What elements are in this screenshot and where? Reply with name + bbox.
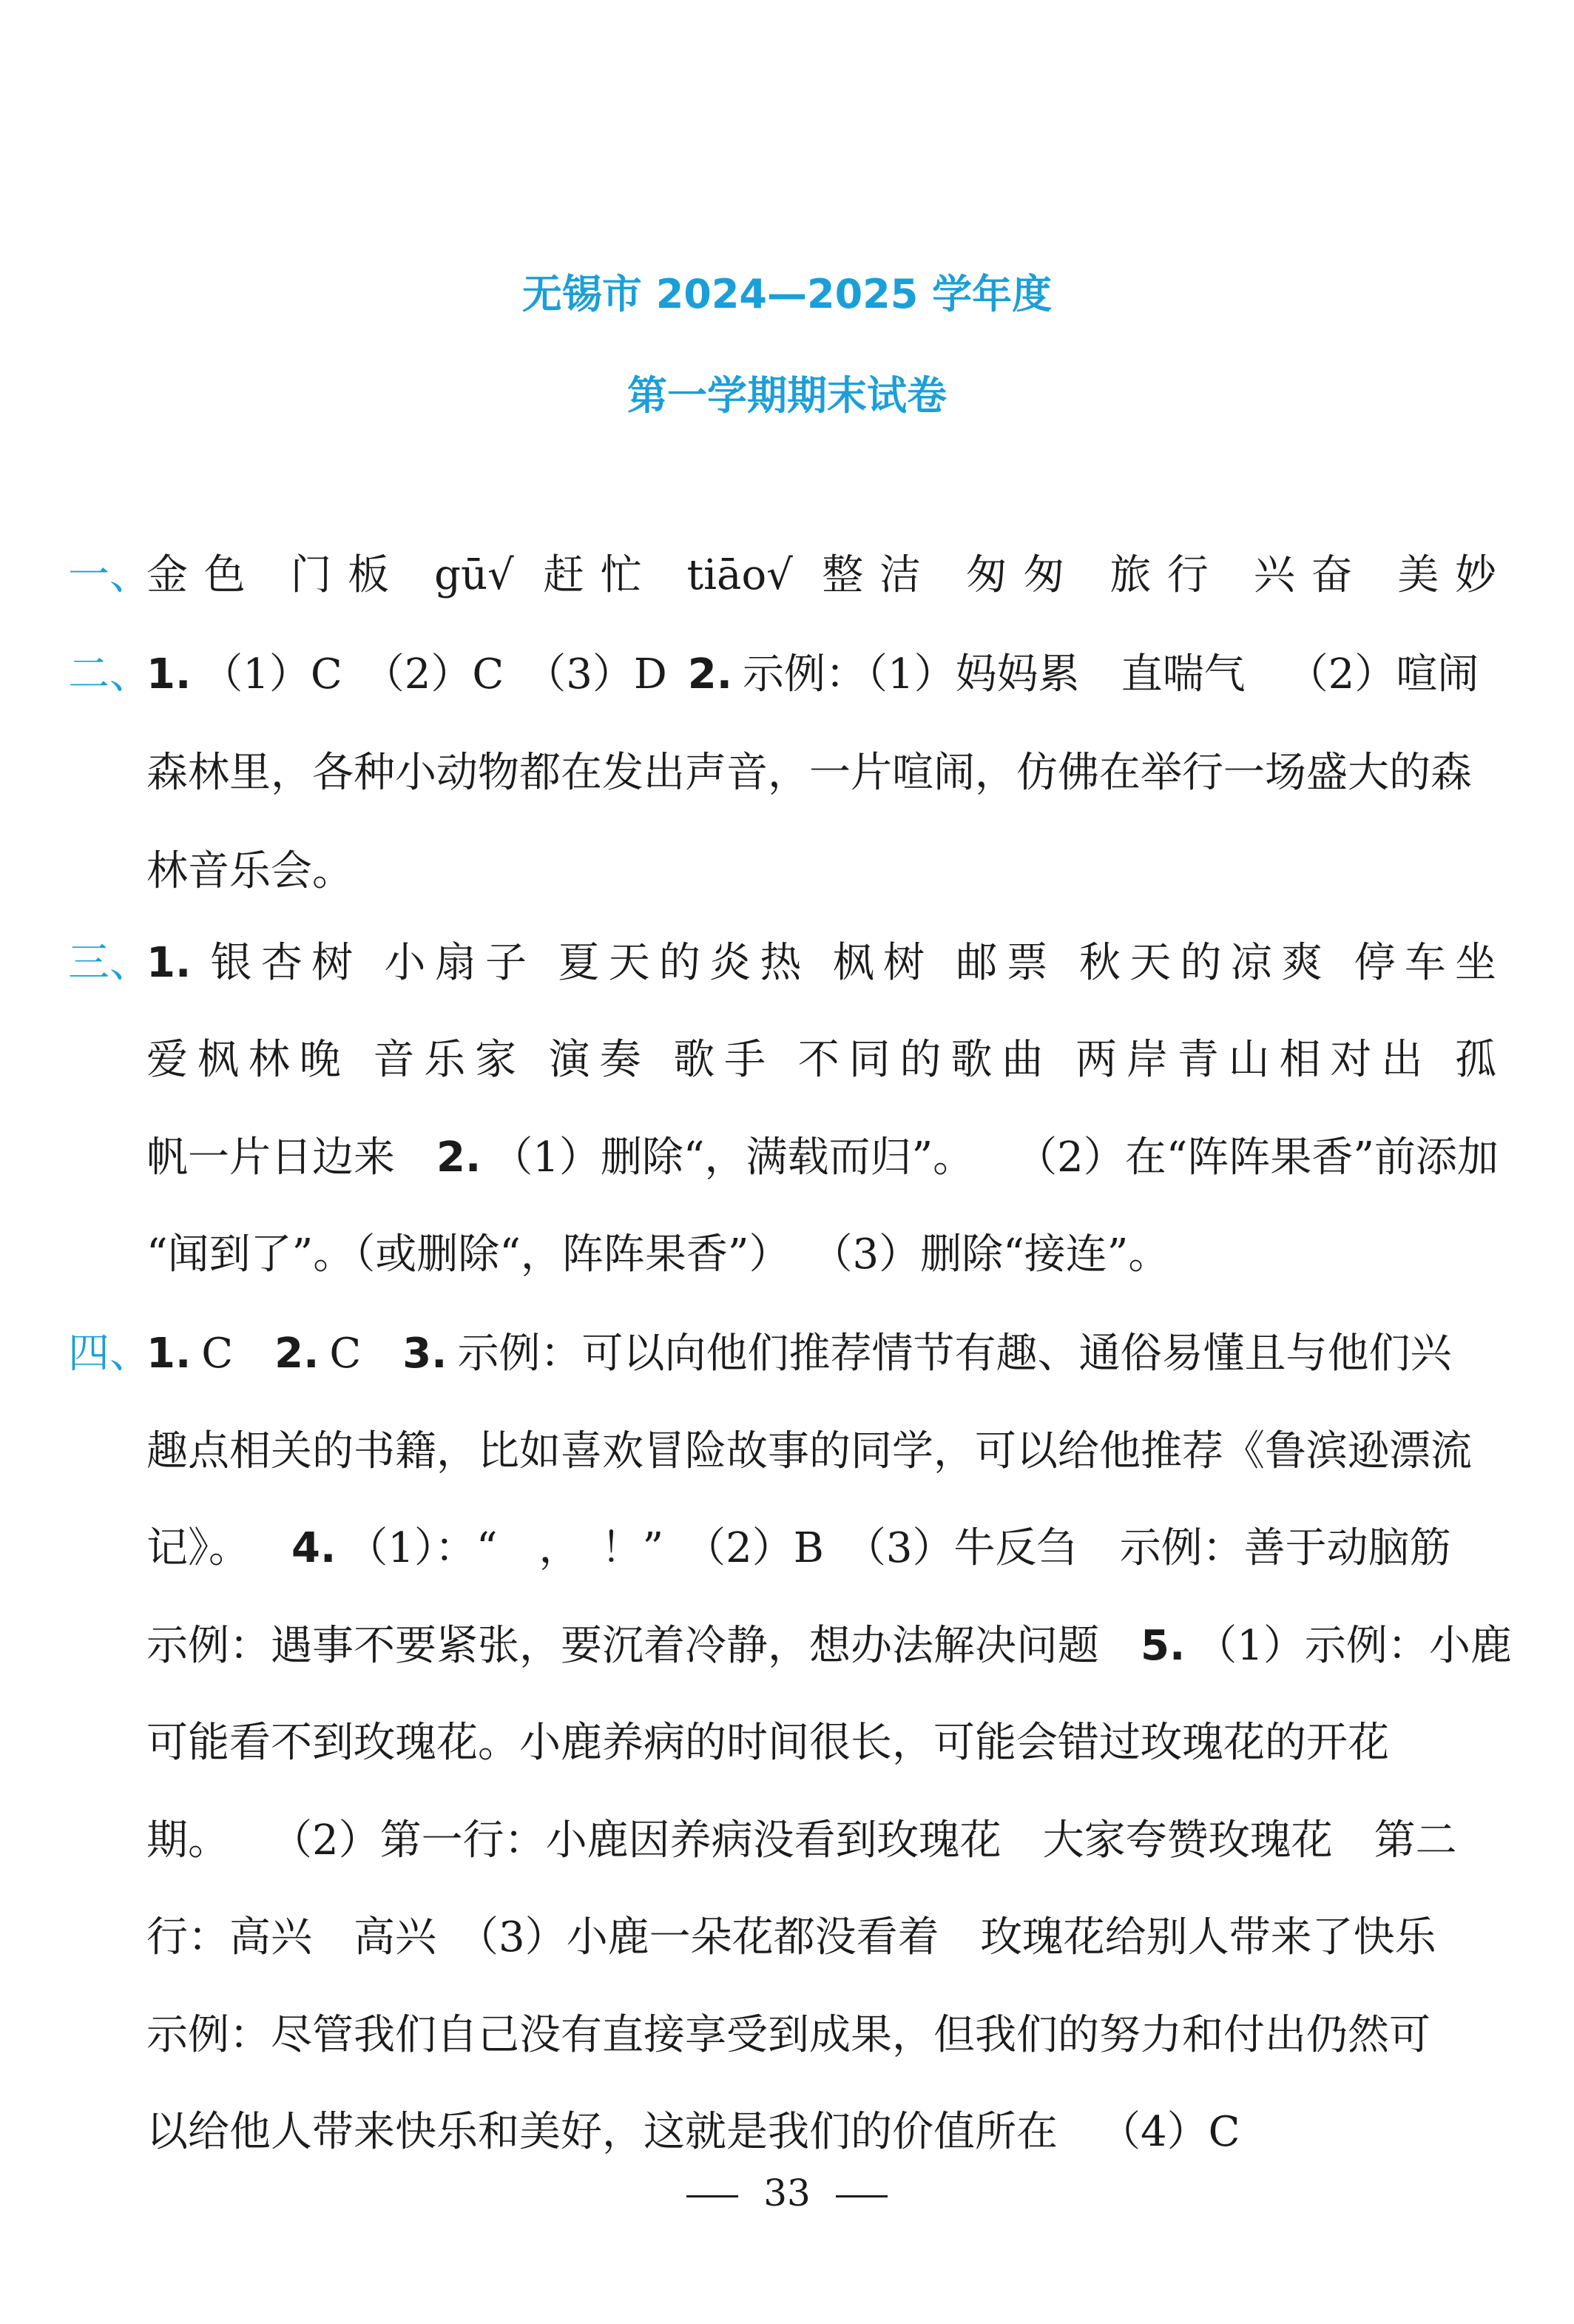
answer-item: 夏天的炎热 [558, 939, 811, 987]
section-4-line-9 [146, 2103, 1496, 2162]
answer-item: 邮票 [956, 939, 1057, 987]
answer-item: C [201, 1330, 234, 1378]
answer-item: 示例：遇事不要紧张，要沉着冷静，想办法解决问题 [146, 1622, 1099, 1670]
answer-item: （1）示例：小鹿 [1195, 1622, 1512, 1670]
answer-item: （1）：“ ， ！” [346, 1524, 664, 1572]
answer-item: 不同的歌曲 [797, 1036, 1053, 1084]
answer-item: （3）牛反刍 [844, 1524, 1078, 1572]
answer-item: 示例：（1）妈妈累 [743, 650, 1080, 698]
question-number: 4. [291, 1524, 337, 1572]
page-footer [0, 2172, 1574, 2214]
answer-item: “闻到了”。（或删除“，阵阵果香”） [146, 1230, 791, 1279]
answer-item: （2）C [362, 650, 504, 698]
answer-item: 兴奋 [1253, 551, 1369, 599]
question-number: 2. [274, 1330, 320, 1378]
answer-item: 直喘气 [1121, 650, 1246, 698]
answer-item: gū√ [434, 551, 514, 599]
section-4-line-6 [146, 1811, 1496, 1870]
section-4-marker: 四、 [68, 1330, 151, 1378]
answer-item: C [329, 1330, 362, 1378]
answer-item: 爱枫林晚 [146, 1036, 351, 1084]
answer-item: 整洁 [822, 551, 937, 599]
answer-item: （2）喧闹 [1286, 650, 1479, 698]
answer-item: 停车坐 [1354, 939, 1496, 987]
section-3-line-3 [146, 1128, 1499, 1188]
question-number: 2. [436, 1134, 482, 1182]
section-3-marker: 三、 [68, 939, 151, 987]
section-4-line-3 [146, 1519, 1496, 1578]
footer-dash-left [686, 2195, 738, 2197]
answer-item: 赶忙 [543, 551, 658, 599]
answer-item: 演奏 [548, 1036, 651, 1084]
section-4-line-8: 示例：尽管我们自己没有直接享受到成果，但我们的努力和付出仍然可 [146, 2011, 1431, 2059]
answer-item: （1）C [201, 650, 342, 698]
answer-item: （1）删除“，满载而归”。 [491, 1134, 975, 1182]
section-2-line-1 [146, 645, 1496, 704]
answer-item: 行：高兴 [146, 1913, 312, 1961]
page-number: 33 [763, 2172, 811, 2214]
answer-item: 秋天的凉爽 [1079, 939, 1332, 987]
question-number: 1. [146, 939, 192, 987]
section-4-line-1 [146, 1324, 1496, 1384]
answer-item: 帆一片日边来 [146, 1134, 395, 1182]
section-2-marker: 二、 [68, 650, 151, 698]
section-3-line-2 [146, 1031, 1496, 1090]
question-number: 2. [687, 650, 732, 698]
answer-item: 示例：可以向他们推荐情节有趣、通俗易懂且与他们兴 [457, 1330, 1452, 1378]
question-number: 1. [146, 1330, 192, 1378]
answer-item: 期。 [146, 1816, 229, 1865]
answer-item: 金色 [146, 551, 262, 599]
section-4-line-2: 趣点相关的书籍，比如喜欢冒险故事的同学，可以给他推荐《鲁滨逊漂流 [146, 1427, 1472, 1475]
section-1-marker: 一、 [68, 551, 151, 599]
answer-item: tiāo√ [686, 551, 793, 599]
question-number: 1. [146, 650, 192, 698]
title-line-1: 无锡市 2024—2025 学年度 [521, 271, 1053, 317]
section-2-line-3: 林音乐会。 [146, 847, 354, 895]
answer-item: 枫树 [832, 939, 934, 987]
answer-item: 银杏树 [201, 939, 362, 987]
answer-item: 大家夸赞玫瑰花 [1042, 1816, 1333, 1865]
question-number: 3. [402, 1330, 447, 1378]
answer-item: 高兴 [354, 1913, 436, 1961]
answer-item: （3）小鹿一朵花都没看着 [457, 1913, 939, 1961]
answer-item: 示例：善于动脑筋 [1119, 1524, 1451, 1572]
section-4-line-5: 可能看不到玫瑰花。小鹿养病的时间很长，可能会错过玫瑰花的开花 [146, 1719, 1389, 1767]
answer-item: （2）第一行：小鹿因养病没看到玫瑰花 [271, 1816, 1002, 1865]
question-number: 5. [1141, 1622, 1186, 1670]
answer-item: 孤 [1454, 1036, 1496, 1084]
section-2-line-2: 森林里，各种小动物都在发出声音，一片喧闹，仿佛在举行一场盛大的森 [146, 749, 1472, 797]
answer-item: （4）C [1099, 2108, 1240, 2156]
answer-item: 第二 [1374, 1816, 1457, 1865]
answer-item: 玫瑰花给别人带来了快乐 [980, 1913, 1436, 1961]
section-4-line-7 [146, 1908, 1496, 1967]
answer-item: 歌手 [673, 1036, 776, 1084]
section-3-line-4 [146, 1225, 1496, 1284]
footer-dash-right [836, 2195, 888, 2197]
answer-item: 以给他人带来快乐和美好，这就是我们的价值所在 [146, 2108, 1058, 2156]
section-1-line-1 [146, 546, 1496, 605]
answer-item: 门板 [290, 551, 405, 599]
section-4-line-4 [146, 1617, 1512, 1676]
title-line-2: 第一学期期末试卷 [627, 372, 947, 419]
answer-item: 两岸青山相对出 [1075, 1036, 1433, 1084]
answer-item: 记》。 [146, 1524, 250, 1572]
answer-item: （3）D [524, 650, 667, 698]
answer-item: 匆匆 [965, 551, 1081, 599]
answer-item: （2）在“阵阵果香”前添加 [1016, 1134, 1499, 1182]
answer-item: 旅行 [1109, 551, 1225, 599]
answer-item: （3）删除“接连”。 [811, 1230, 1170, 1279]
section-3-line-1 [146, 934, 1496, 993]
answer-item: 音乐家 [373, 1036, 527, 1084]
answer-item: （2）B [684, 1524, 824, 1572]
answer-item: 小扇子 [384, 939, 536, 987]
answer-item: 美妙 [1397, 551, 1496, 599]
